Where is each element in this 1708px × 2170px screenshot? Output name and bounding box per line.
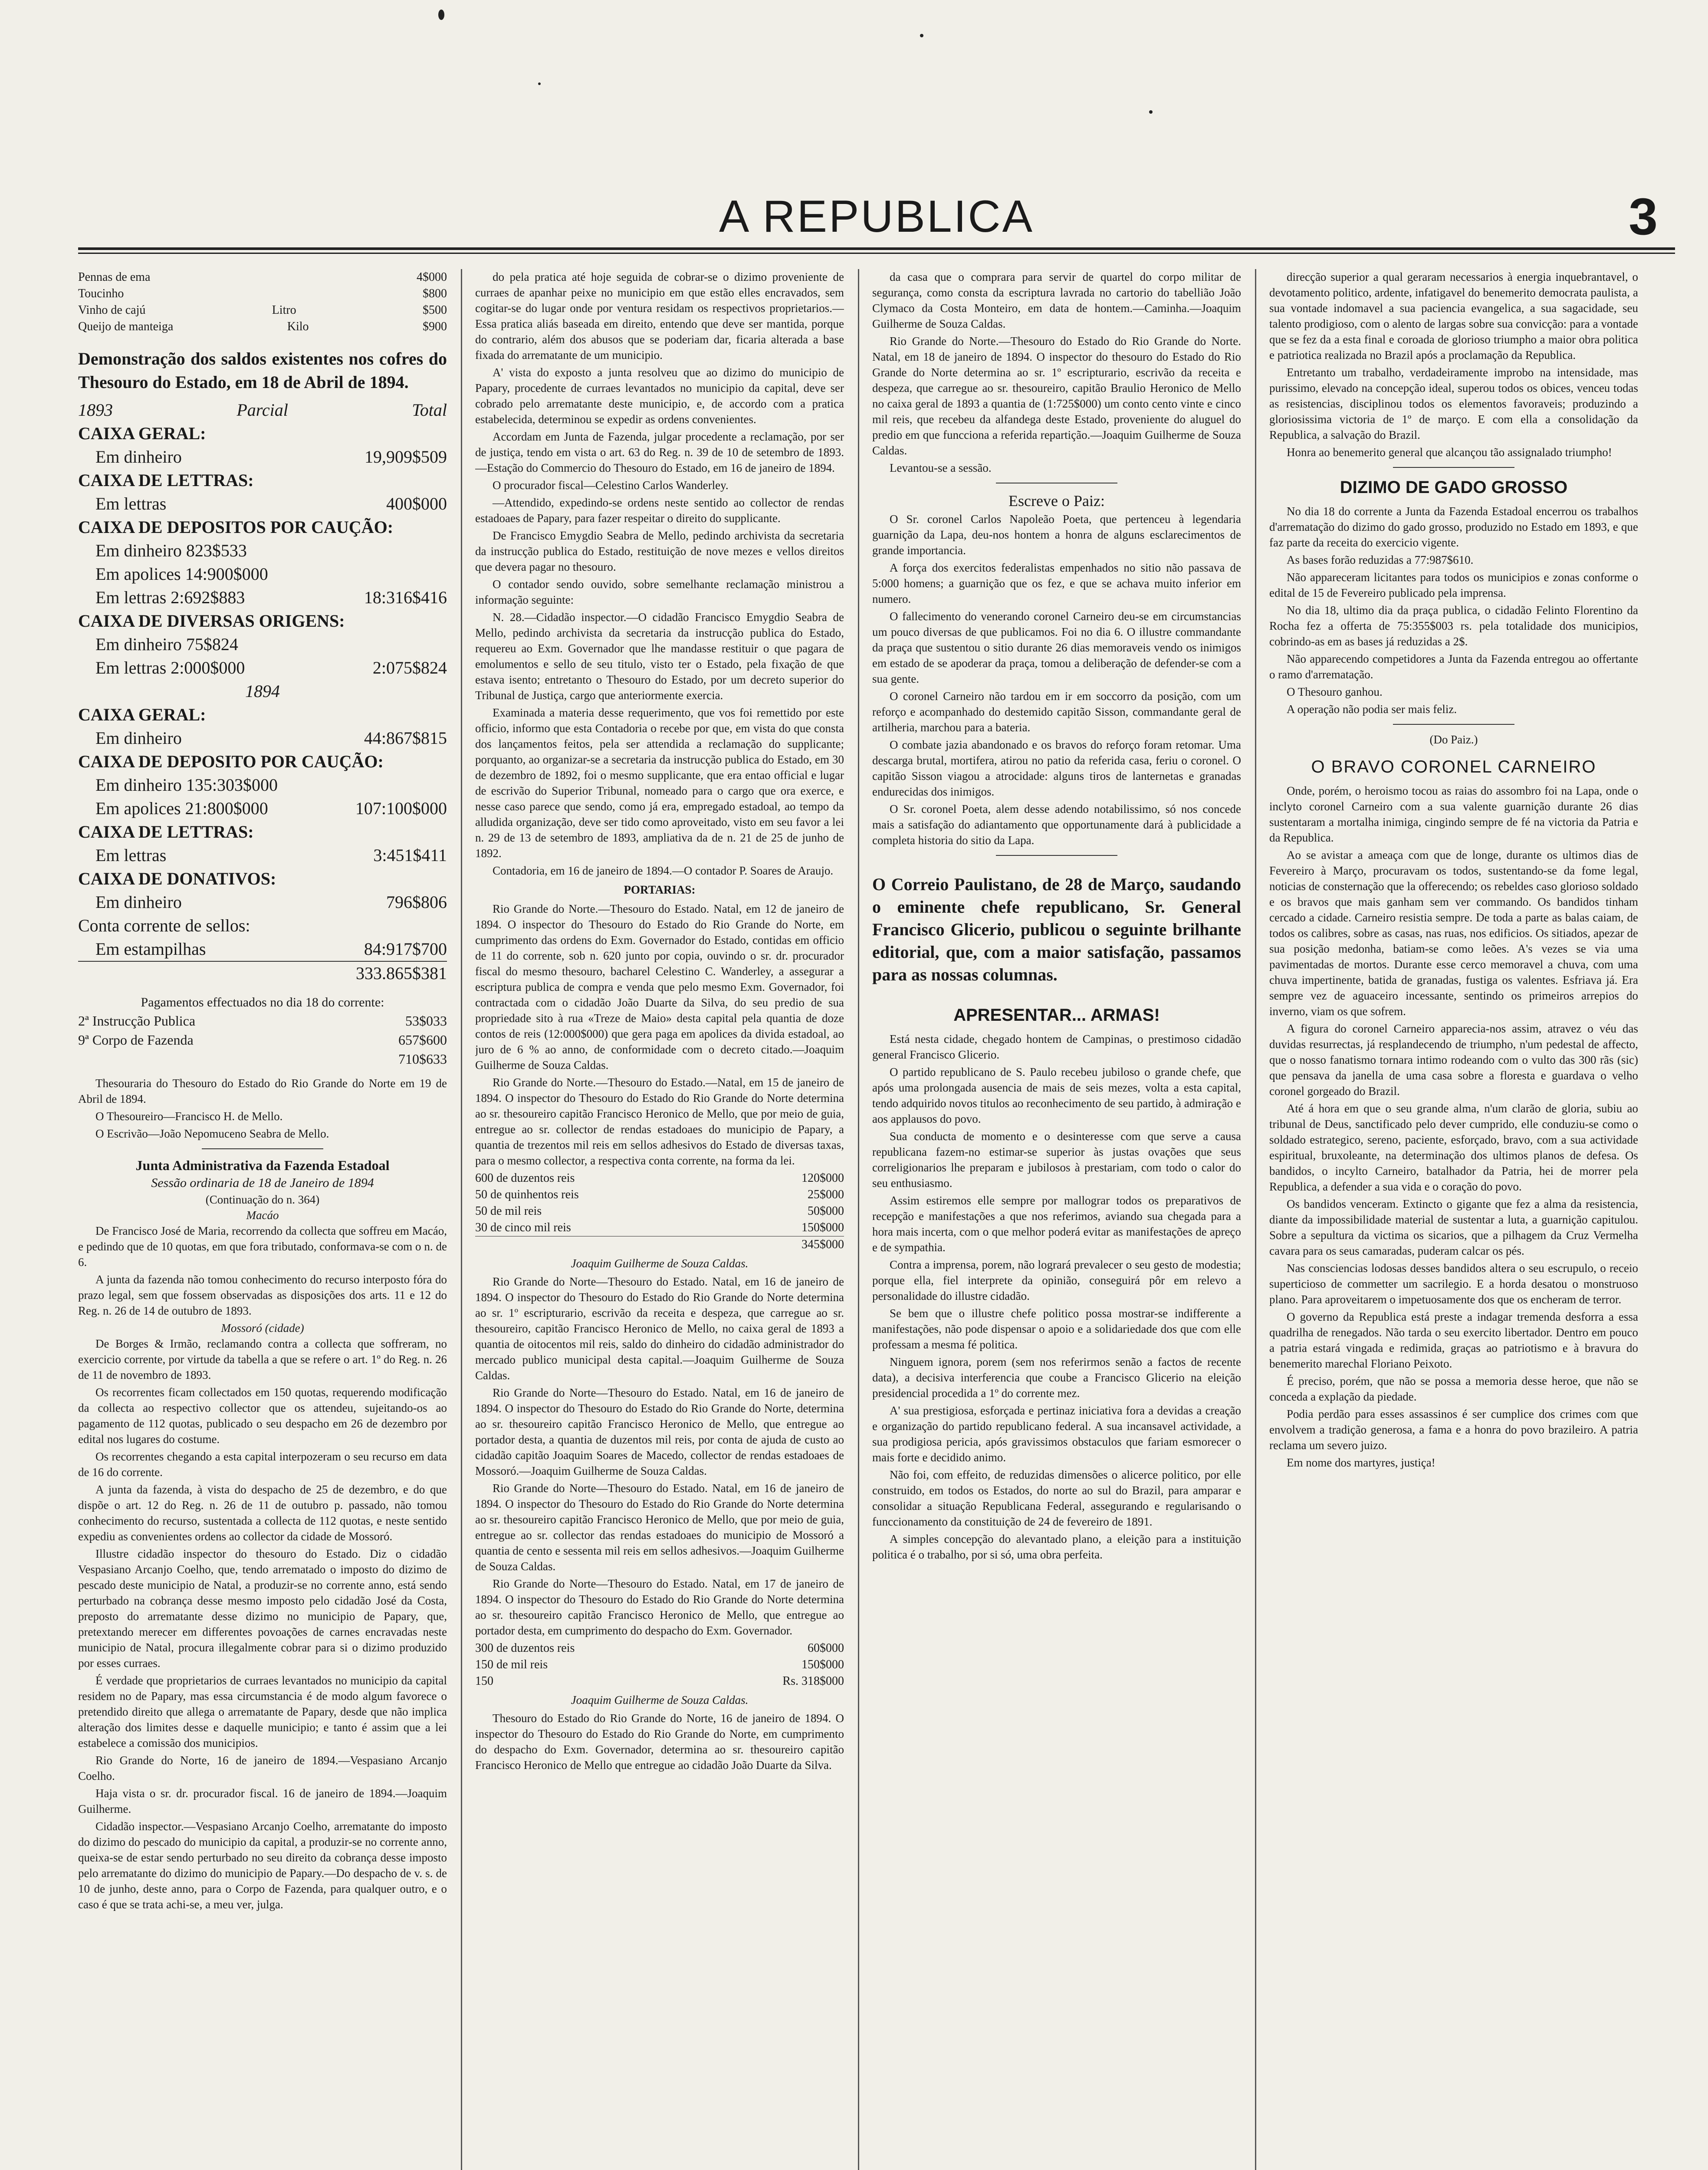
- paragraph: Até á hora em que o seu grande alma, n'um clarão de gloria, subiu ao tribunal de Deus, sanctificado pelo dever cumprido, elle conduziu-se como o soldado estrategico, sereno, paciente, esforçado, bravo, com a sua actividade espiritual, bruxoleante, na determinação dos ultimos planos de defesa. Os bandidos, o incylto Carneiro, batalhador da Patria, hei de morrer pela Republica, a defender a sua vida e o coração do povo.: [1269, 1102, 1638, 1193]
- section-heading: DIZIMO DE GADO GROSSO: [1340, 478, 1568, 497]
- caixa-deposito: CAIXA DE DEPOSITOS POR CAUÇÃO:: [78, 517, 394, 537]
- paragraph: Ninguem ignora, porem (sem nos referirmos senão a factos de recente data), a decisiva interferencia que coube a Francisco Glicerio na eleição presidencial procedida a 1º do corrente mez.: [872, 1355, 1241, 1400]
- payment-row: 2ª Instrucção Publica 53$033: [78, 1013, 447, 1029]
- section-heading: APRESENTAR... ARMAS!: [953, 1006, 1160, 1025]
- paragraph: Contra a imprensa, porem, não logrará prevalecer o seu gesto de modestia; porque ella, fiel interprete da opinião, conseguirá pôr em relevo a personalidade do illustre cidadão.: [872, 1258, 1241, 1302]
- payment-total: 710$633: [398, 1051, 447, 1067]
- paragraph: O coronel Carneiro não tardou em ir em soccorro da posição, com um reforço e acompanhado do destemido capitão Sisson, commandante geral de artilheria, marchou para a bateria.: [872, 690, 1241, 734]
- paragraph: Onde, porém, o heroismo tocou as raias do assombro foi na Lapa, onde o inclyto coronel Carneiro com a sua valente guarnição durante 26 dias sustentaram a mortalha inimiga, cingindo sempre de fé na victoria da Patria e da Republica.: [1269, 784, 1638, 844]
- paragraph: O Sr. coronel Carlos Napoleão Poeta, que pertenceu à legendaria guarnição da Lapa, deu-nos hontem a honra de alguns esclarecimentos de grande importancia.: [872, 513, 1241, 557]
- paragraph: Rio Grande do Norte—Thesouro do Estado. Natal, em 16 de janeiro de 1894. O inspector do Thesouro do Estado do Rio Grande do Norte, determina ao sr. thesoureiro capitão Francisco Heronico de Mello, que entregue ao portador desta, a quantia de duzentos mil reis, por conta de ajuda de custo ao cidadão capitão Joaquim Soares de Macedo, collector de rendas estadoaes de Mossoró.—Joaquim Guilherme de Souza Caldas.: [475, 1386, 844, 1477]
- masthead: [78, 182, 1675, 247]
- paragraph: Rio Grande do Norte.—Thesouro do Estado.—Natal, em 15 de janeiro de 1894. O inspector do Thesouro do Estado do Rio Grande do Norte determina ao sr. thesoureiro capitão Francisco Heronico de Mello, que por meio de guia, entregue ao sr. collector de rendas estadoaes do municipio de Papary, a quantia de trezentos mil reis em sellos adhesivos do Estado de diversas taxas, para o mesmo collector, a respectiva conta corrente, na forma da lei.: [475, 1076, 844, 1167]
- paragraph: Em nome dos martyres, justiça!: [1287, 1456, 1435, 1469]
- balance-row: Conta corrente de sellos:: [78, 916, 250, 935]
- balance-row: Em lettras 400$000: [95, 494, 447, 513]
- lead-paragraph: O Correio Paulistano, de 28 de Março, saudando o eminente chefe republicano, Sr. General Francisco Glicerio, publicou o seguinte brilhante editorial, que, com a maior satisfação, passamos para as nossas columnas.: [872, 875, 1241, 984]
- section-heading: Junta Administrativa da Fazenda Estadoal: [135, 1157, 390, 1173]
- signature: O Escrivão—João Nepomuceno Seabra de Mello.: [95, 1127, 329, 1140]
- signature: Thesouraria do Thesouro do Estado do Rio Grande do Norte em 19 de Abril de 1894.: [78, 1077, 447, 1105]
- caixa-letras: CAIXA DE LETTRAS:: [78, 470, 254, 490]
- scan-speck: [1149, 110, 1153, 114]
- paragraph: Contadoria, em 16 de janeiro de 1894.—O contador P. Soares de Araujo.: [493, 864, 834, 877]
- paragraph: Está nesta cidade, chegado hontem de Campinas, o prestimoso cidadão general Francisco Glicerio.: [872, 1032, 1241, 1061]
- paragraph: Não apparecendo competidores a Junta da Fazenda entregou ao offertante o ramo d'arrematação.: [1269, 652, 1638, 681]
- column-2: [475, 269, 844, 2170]
- section-heading: Escreve o Paiz:: [1008, 492, 1105, 510]
- balance-row: Em dinheiro 823$533: [95, 541, 247, 560]
- paragraph: Os bandidos venceram. Extincto o gigante que fez a alma da resistencia, diante da impossibilidade material de sustentar a luta, a guarnição capitulou. Sobre a sepultura da victima os sicarios, que a pilhagem da Cruz Vermelha cavara para os seus camaradas, puderam calcar os pés.: [1269, 1197, 1638, 1257]
- column-divider: [858, 269, 859, 2170]
- paragraph: Haja vista o sr. dr. procurador fiscal. 16 de janeiro de 1894.—Joaquim Guilherme.: [78, 1787, 447, 1815]
- balance-row: Em lettras 3:451$411: [95, 845, 447, 865]
- stamp-row: 600 de duzentos reis 120$000: [475, 1171, 844, 1185]
- balance-row: Em dinheiro 796$806: [95, 892, 447, 912]
- paragraph: As bases forão reduzidas a 77:987$610.: [1287, 553, 1474, 566]
- balance-year: 1894: [245, 681, 280, 701]
- caixa-geral: CAIXA GERAL:: [78, 424, 206, 443]
- balance-row: Em lettras 2:692$883 18:316$416: [95, 588, 447, 607]
- balance-row: Em estampilhas 84:917$700: [95, 939, 447, 959]
- column-3: [872, 269, 1241, 2170]
- stamp-row: 30 de cinco mil reis 150$000: [475, 1221, 844, 1234]
- column-divider: [461, 269, 462, 2170]
- column-4: [1269, 269, 1638, 2170]
- paragraph: O procurador fiscal—Celestino Carlos Wanderley.: [493, 479, 729, 492]
- price-row: Pennas de ema 4$000: [78, 270, 447, 284]
- stamp-row: 300 de duzentos reis 60$000: [475, 1641, 844, 1655]
- paragraph: A' sua prestigiosa, esforçada e pertinaz iniciativa fora a devidas a creação e organização do partido republicano federal. A sua incansavel actividade, a sua prodigiosa pericia, após gravissimos obstaculos que fariam esmorecer o mais forte e decidido animo.: [872, 1404, 1241, 1464]
- paragraph: Assim estiremos elle sempre por mallograr todos os preparativos de recepção e manifestações a que nos referimos, aviando sua chegada para a hora mais incerta, com o que melhor poderá evitar as manifestações de apreço e de sympathia.: [872, 1194, 1241, 1254]
- paragraph: De Francisco Emygdio Seabra de Mello, pedindo archivista da secretaria da instrucção publica do Estado, restituição de nove mezes e vellos direitos que devera pagar no thesouro.: [475, 529, 844, 573]
- paragraph: No dia 18, ultimo dia da praça publica, o cidadão Felinto Florentino da Rocha fez a offerta de 75:355$003 rs. pela totalidade dos municipios, cobrindo-as em as bases já reduzidas a 2$.: [1269, 604, 1638, 648]
- paragraph: No dia 18 do corrente a Junta da Fazenda Estadoal encerrou os trabalhos d'arrematação do dizimo do gado grosso, produzido no Estado em 1893, e que faz parte da receita do exercicio vigente.: [1269, 505, 1638, 549]
- caixa-diversas: CAIXA DE DIVERSAS ORIGENS:: [78, 611, 345, 631]
- balance-row: Em apolices 14:900$000: [95, 564, 268, 584]
- caixa-letras: CAIXA DE LETTRAS:: [78, 822, 254, 842]
- paragraph: Ao se avistar a ameaça com que de longe, durante os ultimos dias de Fevereiro à Março, procuravam os todos, sustentando-se da fome legal, noticias de consternação que la offerecendo; os rebeldes caso glorioso soldado e os bravos que mais ganham sem ver commando. Os bandidos tinham cercado a cidade. Carneiro resistia sempre. De toda a parte as balas caiam, de todos os calibres, sobre as casas, nas ruas, nos edificios. Os sitiados, apezar de sua posição medonha, batiam-se como leões. A's vezes se via uma pavimentadas de mortos. Durante esse cerco memoravel a chuva, com uma chuva impertinente, batida de granadas, fustiga os valentes. Esfriava já. Era sempre vez de aguaceiro incessante, sentindo os primeiros arrepios do inverno, viam os que sofrem.: [1269, 848, 1638, 1018]
- paragraph: A junta da fazenda não tomou conhecimento do recurso interposto fóra do prazo legal, sem que fossem observadas as disposições dos arts. 11 e 12 do Reg. n. 26 de 14 de outubro de 1893.: [78, 1273, 447, 1317]
- paragraph: Accordam em Junta de Fazenda, julgar procedente a reclamação, por ser de justiça, tendo em vista o art. 63 do Reg. n. 39 de 10 de setembro de 1893.—Estação do Commercio do Thesouro do Estado, em 16 de janeiro de 1894.: [475, 430, 844, 474]
- caixa-geral: CAIXA GERAL:: [78, 705, 206, 724]
- caixa-donativos: CAIXA DE DONATIVOS:: [78, 869, 276, 888]
- paragraph: O contador sendo ouvido, sobre semelhante reclamação ministrou a informação seguinte:: [475, 578, 844, 606]
- stamp-row: 50 de mil reis 50$000: [475, 1204, 844, 1218]
- section-heading: PORTARIAS:: [624, 883, 696, 896]
- paragraph: A operação não podia ser mais feliz.: [1287, 703, 1457, 716]
- payments-heading: Pagamentos effectuados no dia 18 do corrente:: [141, 995, 384, 1009]
- price-row: Toucinho $800: [78, 287, 447, 300]
- paragraph: A simples concepção do alevantado plano, a eleição para a instituição politica é o trabalho, por si só, uma obra perfeita.: [872, 1532, 1241, 1561]
- paragraph: Rio Grande do Norte, 16 de janeiro de 1894.—Vespasiano Arcanjo Coelho.: [78, 1754, 447, 1782]
- scan-speck: [438, 10, 444, 20]
- stamp-row: 150 Rs. 318$000: [475, 1674, 844, 1688]
- paragraph: A' vista do exposto a junta resolveu que ao dizimo do municipio de Papary, procedente de curraes levantados no municipio da capital, deve ser cobrado pelo arrematante deste municipio, e, de accordo com a pratica estabelecida, determinou se expedir as ordens convenientes.: [475, 366, 844, 426]
- page-number: 3: [1629, 187, 1658, 246]
- paragraph: O fallecimento do venerando coronel Carneiro deu-se em circumstancias um pouco diversas de que publicamos. Foi no dia 6. O illustre commandante da praça que sustentou o sitio durante 26 dias memoraveis vendo os inimigos em estado de se apoderar da praça, tomou a deliberação de defender-se com a sua gente.: [872, 610, 1241, 685]
- column-1: [78, 269, 447, 2170]
- paragraph: N. 28.—Cidadão inspector.—O cidadão Francisco Emygdio Seabra de Mello, pedindo archivista da secretaria da instrucção publica do Estado, requereu ao Exm. Governador que lhe mandasse restituir o que pagara de emolumentos e sello de seu titulo, visto ter o Estado, pela fixação de que estava isento; entretanto o Thesouro do Estado, por um decreto superior do Tribunal de Justiça, cargo que anteriormente exercia.: [475, 611, 844, 702]
- paragraph: Rio Grande do Norte.—Thesouro do Estado do Rio Grande do Norte. Natal, em 18 de janeiro de 1894. O inspector do thesouro do Estado do Rio Grande do Norte determina ao sr. 1º escripturario, escrivão da receita e despeza, que carregue ao sr. thesoureiro, capitão Braulio Heronico de Mello no caixa geral de 1893 a quantia de (1:725$000) um conto cento vinte e cinco mil reis, que recebeu da alfandega deste Estado, proveniente do aluguel do predio em que funcciona a referida repartição.—Joaquim Guilherme de Souza Caldas.: [872, 335, 1241, 457]
- paragraph: Rio Grande do Norte—Thesouro do Estado. Natal, em 16 de janeiro de 1894. O inspector do Thesouro do Estado do Rio Grande do Norte determina ao sr. 1º escripturario, escrivão da receita e despeza, que carregue ao sr. thesoureiro, capitão Francisco Heronico de Mello, no caixa geral de 1893 a quantia de oitocentos mil reis, saldo do dinheiro do cidadão administrador do mercado publico municipal desta capital.—Joaquim Guilherme de Souza Caldas.: [475, 1275, 844, 1382]
- signature: Joaquim Guilherme de Souza Caldas.: [571, 1693, 749, 1706]
- paragraph: Não foi, com effeito, de reduzidas dimensões o alicerce politico, por elle construido, em todos os Estados, do norte ao sul do Brazil, para amparar e consolidar a situação Republicana Federal, assegurando e regularisando o funccionamento da constituição de 24 de fevereiro de 1891.: [872, 1468, 1241, 1528]
- paragraph: Cidadão inspector.—Vespasiano Arcanjo Coelho, arrematante do imposto do dizimo do pescado do municipio da capital, a produzir-se no corrente anno, queixa-se de estar sendo perturbado no seu direito da cobrança desse imposto pelo arrematante do dizimo do municipio de Papary.—Do despacho de v. s. de 10 de junho, deste anno, para o Corpo de Fazenda, para qualquer outro, e o caso é que se trata achi-se, a meu ver, julga.: [78, 1820, 447, 1911]
- paragraph: Podia perdão para esses assassinos é ser cumplice dos crimes com que envolvem a tradição generosa, a fama e a honra do povo brazileiro. A patria reclama um severo juizo.: [1269, 1407, 1638, 1452]
- paragraph: Os recorrentes ficam collectados em 150 quotas, requerendo modificação da collecta ao respectivo collector que os attendeu, sujeitando-os ao pagamento de 112 quotas, publicado o seu despacho em 26 de dezembro por edital nos lugares do costume.: [78, 1386, 447, 1446]
- scan-speck: [538, 82, 541, 85]
- paragraph: A figura do coronel Carneiro apparecia-nos assim, atravez o véu das duvidas resurrectas, já resplandecendo de triumpho, n'um pedestal de affecto, que o nosso fanatismo tornara intimo rodeando com o vulto das 300 rãs (sic) que pensava da janella de uma casa sobre a floresta e guardava o velho coronel gorgeado do Brazil.: [1269, 1022, 1638, 1098]
- balance-row: Em dinheiro 19,909$509: [95, 447, 447, 467]
- masthead-rule-thin: [78, 253, 1675, 254]
- masthead-rule: [78, 247, 1675, 250]
- stamp-total: 345$000: [475, 1236, 844, 1253]
- paragraph: A junta da fazenda, à vista do despacho de 25 de dezembro, e do que dispõe o art. 12 do Reg. n. 26 de 11 de outubro p. passado, não tomou conhecimento do recurso, sustentada a collecta de 112 quotas, e neste sentido expediu as convenientes ordens ao collector da cidade de Mossoró.: [78, 1483, 447, 1543]
- caixa-deposito: CAIXA DE DEPOSITO POR CAUÇÃO:: [78, 752, 384, 771]
- newspaper-title: A REPUBLICA: [719, 191, 1035, 242]
- paragraph: Rio Grande do Norte—Thesouro do Estado. Natal, em 17 de janeiro de 1894. O inspector do Thesouro do Estado do Rio Grande do Norte determina ao sr. thesoureiro capitão Francisco Heronico de Mello, que entregue ao portador desta, em cumprimento do despacho do Exm. Governador.: [475, 1577, 844, 1637]
- paragraph: Não appareceram licitantes para todos os municipios e zonas conforme o edital de 15 de Fevereiro publicado pela imprensa.: [1269, 571, 1638, 599]
- divider: [996, 855, 1117, 856]
- balance-row: Em lettras 2:000$000 2:075$824: [95, 658, 447, 677]
- paragraph: O combate jazia abandonado e os bravos do reforço foram retomar. Uma descarga brutal, mortifera, atirou no patio da referida casa, feriu o coronel. O capitão Sisson viagou a atrocidade: alguns tiros de lanternetas e granadas endurecidas dos inimigos.: [872, 738, 1241, 798]
- paragraph: A força dos exercitos federalistas empenhados no sitio não passava de 5:000 homens; a guarnição que os fez, e que se achava muito inferior em numero.: [872, 561, 1241, 605]
- paragraph: Entretanto um trabalho, verdadeiramente improbo na intensidade, mas purissimo, elevado na concepção ideal, superou todos os obices, venceu todas as resistencias, disciplinou todos os elementos favoraveis; produzindo a gloriosissima victoria de 1º de março. E com ella a consolidação da Republica, a salvação do Brazil.: [1269, 366, 1638, 441]
- paragraph: —Attendido, expedindo-se ordens neste sentido ao collector de rendas estadoaes de Papary, para fazer respeitar o direito do supplicante.: [475, 496, 844, 525]
- signature: Joaquim Guilherme de Souza Caldas.: [571, 1257, 749, 1270]
- paragraph: Rio Grande do Norte.—Thesouro do Estado. Natal, em 12 de janeiro de 1894. O inspector do Thesouro do Estado do Rio Grande do Norte, em cumprimento das ordens do Exm. Governador do Estado, contidas em officio de 11 do corrente, sob n. 620 junto por copia, ouvindo o sr. dr. procurador fiscal do mesmo thesouro, bacharel Celestino C. Wanderley, a assegurar a escriptura publica de compra e venda que pelo mesmo Exm. Governador, foi contractada com o cidadão João Duarte da Silva, do seu predio de sua propriedade sito à rua «Treze de Maio» desta capital pela quantia de doze contos de reis (12:000$000) que gera paga em apolices da divida estadoal, ao juro de 6 % ao anno, de conformidade com o decreto citado.—Joaquim Guilherme de Souza Caldas.: [475, 902, 844, 1072]
- balance-heading: Demonstração dos saldos existentes nos cofres do Thesouro do Estado, em 18 de Abril de 1894.: [78, 349, 447, 392]
- stamp-row: 50 de quinhentos reis 25$000: [475, 1188, 844, 1201]
- balance-row: Em apolices 21:800$000 107:100$000: [95, 799, 447, 818]
- paragraph: Thesouro do Estado do Rio Grande do Norte, 16 de janeiro de 1894. O inspector do Thesouro do Estado do Rio Grande do Norte, em cumprimento do despacho do Exm. Governador, determina ao sr. thesoureiro capitão Francisco Heronico de Mello que entregue ao cidadão João Duarte da Silva.: [475, 1712, 844, 1772]
- balance-row: Em dinheiro 75$824: [95, 635, 238, 654]
- place-heading: Mossoró (cidade): [221, 1322, 304, 1335]
- paragraph: do pela pratica até hoje seguida de cobrar-se o dizimo proveniente de curraes de apanhar peixe no municipio em que estão elles encravados, sem cogitar-se do lugar onde por ventura residam os respectivos proprietarios.—Essa pratica aliás baseada em direito, entendo que deve ser mantida, porque do contrario, além dos abusos que se poderiam dar, ficaria alterada a base fixada do arrematante de um municipio.: [475, 270, 844, 362]
- paragraph: Nas consciencias lodosas desses bandidos altera o seu escrupulo, o receio superticioso de commetter um sacrilegio. E a horda desatou o monstruoso plano. Para aproveitarem o impetuosamente dos que os encheram de terror.: [1269, 1262, 1638, 1306]
- paragraph: Levantou-se a sessão.: [890, 461, 992, 474]
- paragraph: De Borges & Irmão, reclamando contra a collecta que soffreram, no exercicio corrente, por virtude da tabella a que se refere o art. 1º do Reg. n. 26 de 11 de novembro de 1893.: [78, 1337, 447, 1381]
- section-heading: O BRAVO CORONEL CARNEIRO: [1311, 757, 1596, 776]
- divider: [1393, 467, 1514, 468]
- price-row: Vinho de cajú Litro $500: [78, 303, 447, 317]
- newspaper-page: [78, 182, 1675, 2170]
- paragraph: O partido republicano de S. Paulo recebeu jubiloso o grande chefe, que após uma prolongada ausencia de mais de seis mezes, volta a esta capital, tendo adquirido novos titulos ao reconhecimento de seu partido, à admiração e aos applausos do povo.: [872, 1065, 1241, 1125]
- paragraph: Se bem que o illustre chefe politico possa mostrar-se indifferente a manifestações, não pode dispensar o apoio e a solidariedade dos que com elle professam a mesma fé politica.: [872, 1307, 1241, 1351]
- paragraph: da casa que o comprara para servir de quartel do corpo militar de segurança, como consta da escriptura lavrada no cartorio do tabellião João Clymaco da Costa Monteiro, em data de hontem.—Caminha.—Joaquim Guilherme de Souza Caldas.: [872, 270, 1241, 330]
- paragraph: O Sr. coronel Poeta, alem desse adendo notabilissimo, só nos concede mais a satisfação do adiantamento que opportunamente dará à publicidade a completa historia do sitio da Lapa.: [872, 802, 1241, 847]
- paragraph: Examinada a materia desse requerimento, que vos foi remettido por este officio, informo que esta Contadoria o recebe por que, em vista do que consta dos lançamentos feitos, pela ser attendida a reclamação do supplicante; porquanto, ao organizar-se a secretaria da instrucção publica do Estado, em 30 de dezembro de 1892, foi o mesmo supplicante, que era entao official e lugar de escrivão do Superior Tribunal, nomeado para o cargo que ora exerce, e nesse caso parece que sendo, como já era, empregado estadoal, ao tempo da alludida organização, deve ser tido como aproveitado, visto em seu favor a lei n. 29 de 13 de setembro de 1893, ampliativa da de n. 21 de 25 de junho de 1892.: [475, 706, 844, 860]
- continuation-note: (Continuação do n. 364): [205, 1193, 320, 1206]
- stamp-row: 150 de mil reis 150$000: [475, 1658, 844, 1671]
- balance-year-row: 1893 Parcial Total: [78, 400, 447, 420]
- divider: [1393, 724, 1514, 725]
- paragraph: Honra ao benemerito general que alcançou tão assignalado triumpho!: [1287, 446, 1612, 459]
- balance-row: Em dinheiro 44:867$815: [95, 728, 447, 748]
- paragraph: É preciso, porém, que não se possa a memoria desse heroe, que não se conceda a explação da piedade.: [1269, 1374, 1638, 1403]
- payment-row: 9ª Corpo de Fazenda 657$600: [78, 1032, 447, 1048]
- divider: [202, 1148, 323, 1149]
- price-row: Queijo de manteiga Kilo $900: [78, 320, 447, 333]
- source-note: (Do Paiz.): [1429, 733, 1478, 746]
- balance-total: 333.865$381: [78, 961, 447, 985]
- paragraph: O governo da Republica está preste a indagar tremenda desforra a essa quadrilha de renegados. Não tarda o seu exercito libertador. Dentro em pouco a patria estará vingada e redimida, graças ao patriotismo e à bravura do benemerito marechal Floriano Peixoto.: [1269, 1310, 1638, 1370]
- balance-row: Em dinheiro 135:303$000: [95, 775, 278, 795]
- paragraph: De Francisco José de Maria, recorrendo da collecta que soffreu em Macáo, e pedindo que de 10 quotas, em que fora tributado, conformava-se com o n. de 6.: [78, 1224, 447, 1269]
- paragraph: Rio Grande do Norte—Thesouro do Estado. Natal, em 16 de janeiro de 1894. O inspector do Thesouro do Estado do Rio Grande do Norte determina ao sr. thesoureiro capitão Francisco Heronico de Mello, que por meio de guia, entregue ao sr. collector das rendas estadoaes do municipio de Mossoró a quantia de cento e sessenta mil reis em sellos adhesivos.—Joaquim Guilherme de Souza Caldas.: [475, 1482, 844, 1573]
- paragraph: O Thesouro ganhou.: [1287, 685, 1383, 698]
- place-heading: Macáo: [246, 1209, 279, 1222]
- section-subheading: Sessão ordinaria de 18 de Janeiro de 1894: [151, 1176, 374, 1190]
- scan-speck: [920, 34, 923, 37]
- paragraph: direcção superior a qual geraram necessarios à energia inquebrantavel, o devotamento politico, ardente, infatigavel do benemerito democrata paulista, a sua vontade indomavel a sua paciencia evangelica, a sua sagacidade, seu talento prodigioso, com o alento de largas sobre sua convicção: para a vontade que se fez da a esta final e coroada de glorioso triumpho a maior obra politica e patriotica realizada no Brazil após a proclamação da Republica.: [1269, 270, 1638, 362]
- paragraph: É verdade que proprietarios de curraes levantados no municipio da capital residem no de Papary, mas essa circumstancia é de modo algum favorece o pretendido direito que allega o arrematante de Papary, desde que não implica alteração dos limites desse e daquelle municipio; e tanto é assim que a lei estabelece a comissão dos municipios.: [78, 1674, 447, 1749]
- paragraph: Os recorrentes chegando a esta capital interpozeram o seu recurso em data de 16 do corrente.: [78, 1450, 447, 1479]
- signature: O Thesoureiro—Francisco H. de Mello.: [95, 1110, 283, 1123]
- paragraph: Sua conducta de momento e o desinteresse com que serve a causa republicana fazem-no estimar-se superior às justas ovações que seus correligionarios lhe preparam e jubilosos à prestariam, com todo o calor do seu enthusiasmo.: [872, 1130, 1241, 1190]
- paragraph: Illustre cidadão inspector do thesouro do Estado. Diz o cidadão Vespasiano Arcanjo Coelho, que, tendo arrematado o imposto do dizimo de pescado deste municipio de Natal, a produzir-se no corrente anno, está sendo perturbado na cobrança desse mesmo imposto pelo cidadão José da Costa, preposto do arrematante desse dizimo no municipio de Papary, que, pretextando merecer em differentes povoações de carnes encravadas neste municipio de Natal, procura illegalmente cobrar para si o dizimo produzido por esses curraes.: [78, 1547, 447, 1670]
- column-divider: [1255, 269, 1256, 2170]
